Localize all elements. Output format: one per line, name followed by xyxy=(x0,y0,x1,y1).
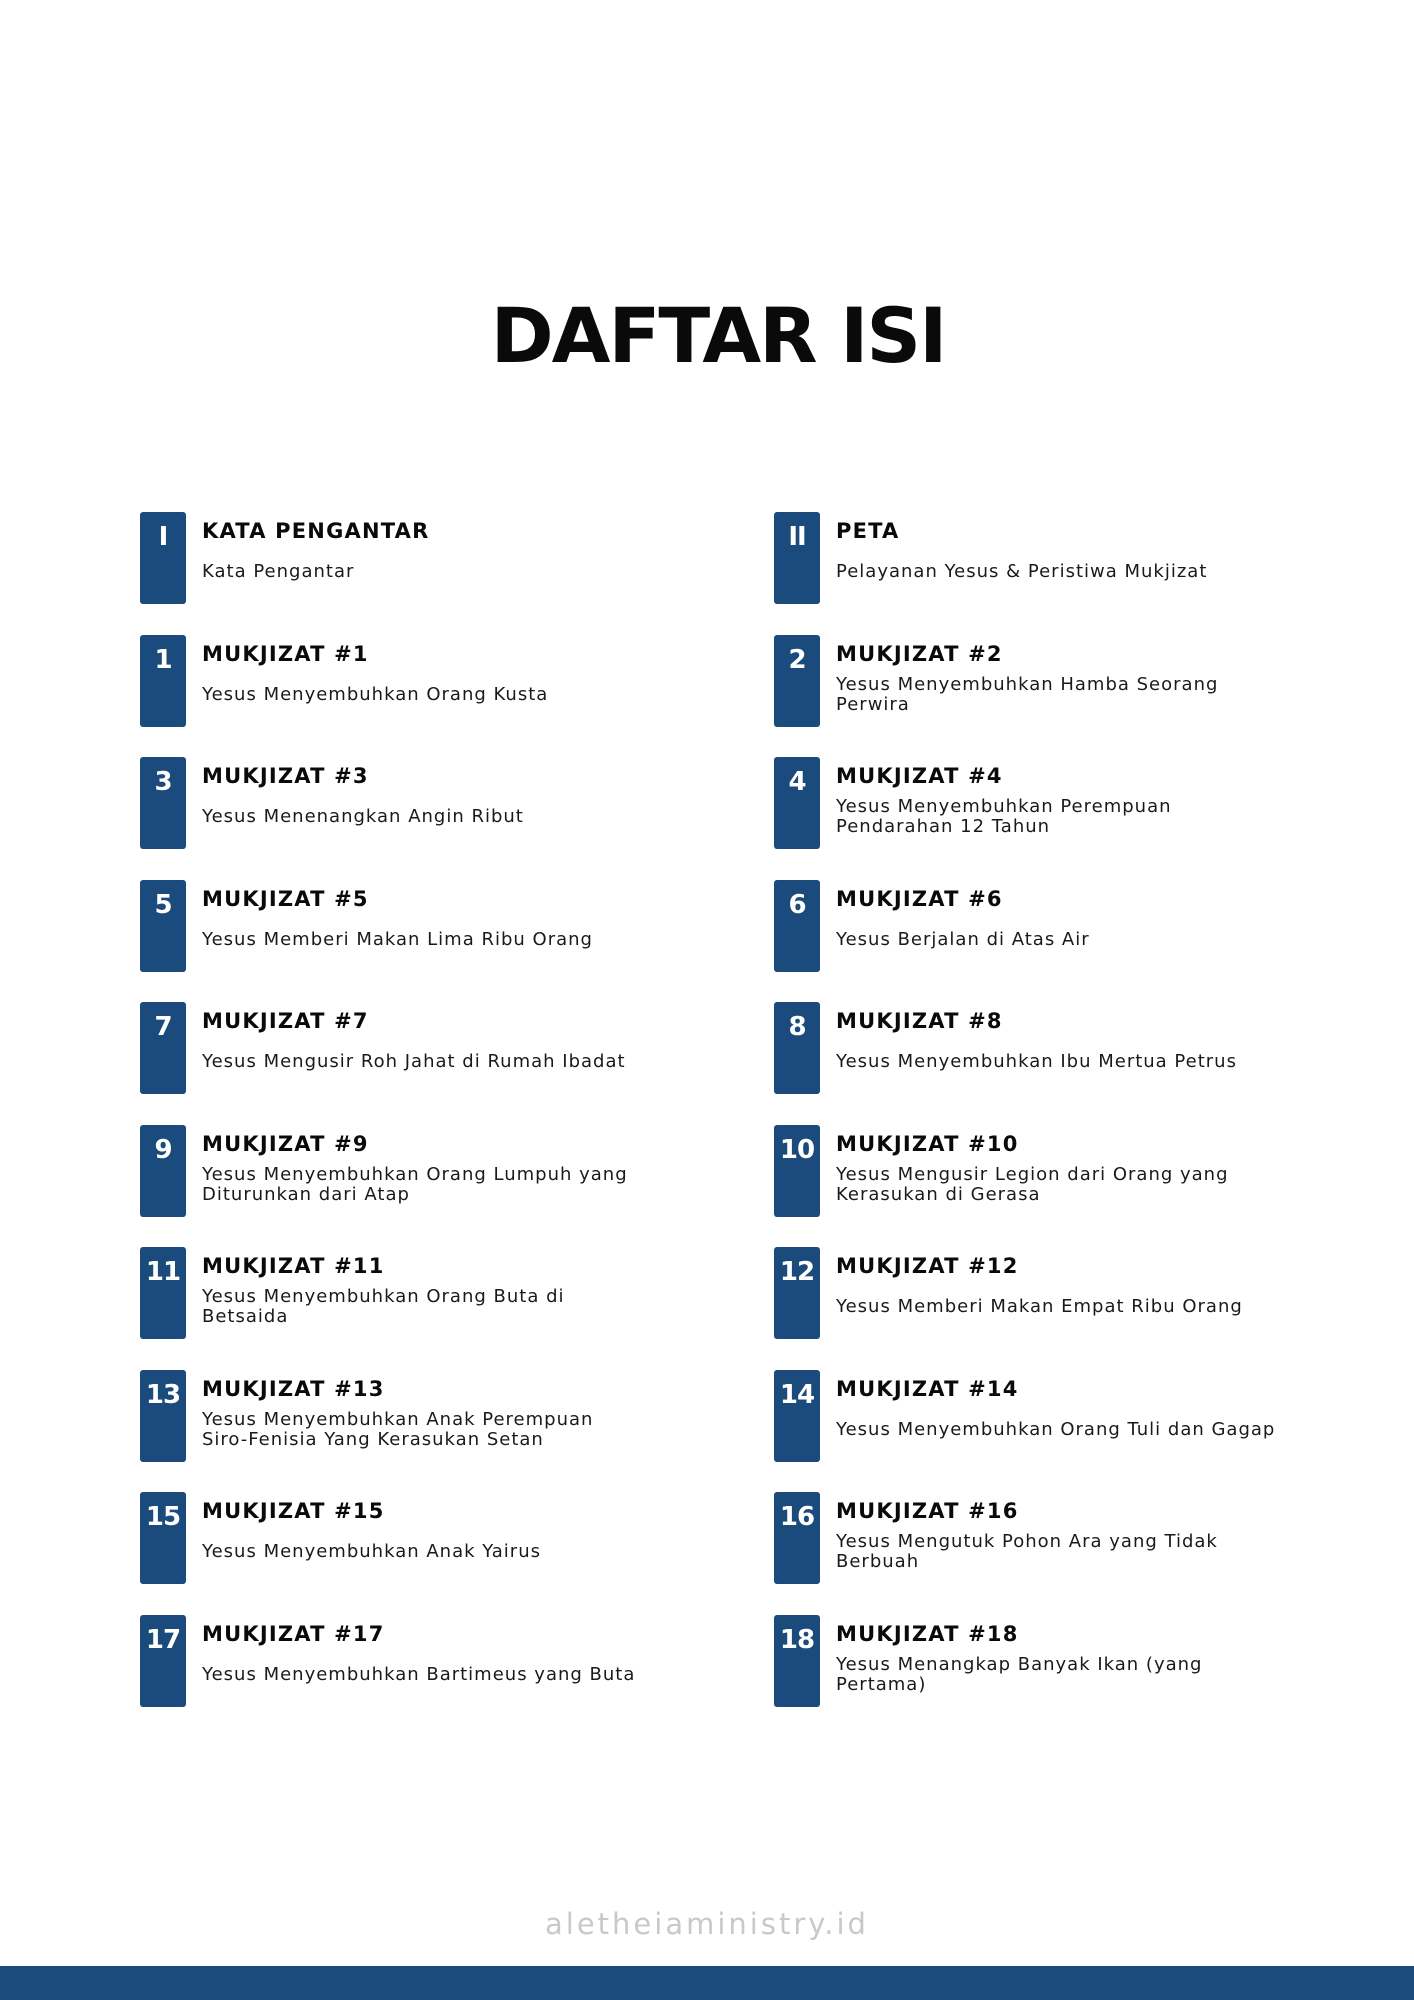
entry-heading: KATA PENGANTAR xyxy=(202,519,430,543)
entry-description: Yesus Memberi Makan Lima Ribu Orang xyxy=(202,928,593,950)
entry-text xyxy=(202,512,632,604)
footer-website-url[interactable]: aletheiaministry.id xyxy=(545,1907,869,1941)
entry-number-badge: 15 xyxy=(140,1492,186,1584)
toc-entry[interactable] xyxy=(140,1002,774,1125)
entry-heading: MUKJIZAT #2 xyxy=(836,641,1003,666)
entry-text xyxy=(202,1125,632,1217)
entry-number-badge: 2 xyxy=(774,635,820,727)
toc-entry[interactable] xyxy=(140,1492,774,1615)
entry-text xyxy=(836,1615,1266,1707)
entry-heading: MUKJIZAT #10 xyxy=(836,1131,1019,1156)
entry-number-badge: 4 xyxy=(774,757,820,849)
entry-description: Yesus Menyembuhkan Anak Yairus xyxy=(202,1541,541,1562)
entry-heading: MUKJIZAT #8 xyxy=(836,1009,1003,1033)
entry-description: Yesus Menyembuhkan Orang Tuli dan Gagap xyxy=(836,1418,1276,1440)
toc-entry[interactable] xyxy=(774,880,1274,1003)
entry-heading: MUKJIZAT #3 xyxy=(202,764,369,788)
toc-entry[interactable] xyxy=(774,635,1274,758)
footer-bar xyxy=(0,1966,1414,2000)
entry-text xyxy=(836,635,1266,727)
table-of-contents xyxy=(140,512,1274,1737)
entry-number-badge: 8 xyxy=(774,1002,820,1094)
entry-number-badge: 1 xyxy=(140,635,186,727)
entry-number-badge: 5 xyxy=(140,880,186,972)
entry-number-badge: 7 xyxy=(140,1002,186,1094)
page-title: DAFTAR ISI xyxy=(490,291,946,380)
toc-entry[interactable] xyxy=(774,1125,1274,1248)
entry-number-badge: 18 xyxy=(774,1615,820,1707)
entry-description: Pelayanan Yesus & Peristiwa Mukjizat xyxy=(836,561,1208,582)
entry-heading: MUKJIZAT #11 xyxy=(202,1254,385,1278)
entry-number-badge: 16 xyxy=(774,1492,820,1584)
entry-heading: PETA xyxy=(836,519,900,543)
toc-entry[interactable] xyxy=(774,757,1274,880)
entry-number-badge: 10 xyxy=(774,1125,820,1217)
entry-description: Yesus Berjalan di Atas Air xyxy=(836,928,1090,950)
toc-entry[interactable] xyxy=(774,1002,1274,1125)
entry-number-badge: 13 xyxy=(140,1370,186,1462)
entry-heading: MUKJIZAT #17 xyxy=(202,1621,385,1646)
entry-heading: MUKJIZAT #18 xyxy=(836,1621,1019,1646)
entry-number-badge: 14 xyxy=(774,1370,820,1462)
toc-entry[interactable] xyxy=(140,1125,774,1248)
entry-heading: MUKJIZAT #13 xyxy=(202,1376,385,1401)
entry-description: Yesus Mengutuk Pohon Ara yang Tidak Berbuah xyxy=(836,1531,1218,1572)
entry-text xyxy=(202,757,632,849)
toc-entry[interactable] xyxy=(140,1615,774,1738)
entry-text xyxy=(836,1492,1266,1584)
entry-heading: MUKJIZAT #16 xyxy=(836,1499,1019,1523)
toc-entry[interactable] xyxy=(774,1370,1274,1493)
toc-entry[interactable] xyxy=(140,1247,774,1370)
entry-description: Yesus Menyembuhkan Ibu Mertua Petrus xyxy=(836,1051,1237,1072)
entry-text xyxy=(836,1247,1266,1339)
entry-text xyxy=(836,1370,1276,1462)
entry-text xyxy=(202,1370,632,1462)
entry-heading: MUKJIZAT #15 xyxy=(202,1499,385,1523)
entry-description: Yesus Menangkap Banyak Ikan (yang Pertama) xyxy=(836,1653,1203,1695)
entry-description: Yesus Mengusir Legion dari Orang yang Kerasukan di Gerasa xyxy=(836,1163,1229,1205)
entry-heading: MUKJIZAT #14 xyxy=(836,1376,1019,1401)
entry-description: Yesus Menyembuhkan Perempuan Pendarahan 12 Tahun xyxy=(836,796,1172,837)
entry-heading: MUKJIZAT #12 xyxy=(836,1254,1019,1278)
entry-text xyxy=(202,1492,632,1584)
entry-text xyxy=(836,880,1266,972)
entry-text xyxy=(202,1615,636,1707)
entry-text xyxy=(202,1247,632,1339)
entry-heading: MUKJIZAT #1 xyxy=(202,641,369,666)
entry-description: Yesus Memberi Makan Empat Ribu Orang xyxy=(836,1296,1243,1317)
toc-entry[interactable] xyxy=(140,512,774,635)
entry-description: Yesus Menenangkan Angin Ribut xyxy=(202,806,524,827)
entry-description: Yesus Menyembuhkan Bartimeus yang Buta xyxy=(202,1663,636,1685)
entry-heading: MUKJIZAT #7 xyxy=(202,1009,369,1033)
entry-number-badge: 6 xyxy=(774,880,820,972)
toc-entry[interactable] xyxy=(140,880,774,1003)
entry-description: Yesus Menyembuhkan Hamba Seorang Perwira xyxy=(836,673,1219,715)
entry-description: Yesus Mengusir Roh Jahat di Rumah Ibadat xyxy=(202,1051,626,1072)
toc-entry[interactable] xyxy=(774,1247,1274,1370)
entry-heading: MUKJIZAT #4 xyxy=(836,764,1003,788)
entry-description: Yesus Menyembuhkan Orang Lumpuh yang Diturunkan dari Atap xyxy=(202,1163,628,1205)
entry-description: Yesus Menyembuhkan Orang Buta di Betsaida xyxy=(202,1286,565,1327)
entry-heading: MUKJIZAT #9 xyxy=(202,1131,369,1156)
entry-heading: MUKJIZAT #6 xyxy=(836,886,1003,911)
entry-heading: MUKJIZAT #5 xyxy=(202,886,369,911)
entry-number-badge: I xyxy=(140,512,186,604)
toc-entry[interactable] xyxy=(140,635,774,758)
entry-text xyxy=(202,1002,632,1094)
entry-description: Kata Pengantar xyxy=(202,561,355,582)
entry-text xyxy=(836,512,1266,604)
entry-number-badge: 9 xyxy=(140,1125,186,1217)
entry-text xyxy=(836,757,1266,849)
toc-entry[interactable] xyxy=(140,757,774,880)
entry-text xyxy=(202,635,632,727)
entry-text xyxy=(836,1002,1266,1094)
entry-number-badge: 11 xyxy=(140,1247,186,1339)
toc-entry[interactable] xyxy=(774,1615,1274,1738)
entry-description: Yesus Menyembuhkan Anak Perempuan Siro-Fenisia Yang Kerasukan Setan xyxy=(202,1408,594,1450)
entry-description: Yesus Menyembuhkan Orang Kusta xyxy=(202,683,549,705)
entry-number-badge: II xyxy=(774,512,820,604)
entry-number-badge: 17 xyxy=(140,1615,186,1707)
entry-text xyxy=(836,1125,1266,1217)
entry-number-badge: 3 xyxy=(140,757,186,849)
toc-entry[interactable] xyxy=(774,512,1274,635)
toc-entry[interactable] xyxy=(140,1370,774,1493)
entry-text xyxy=(202,880,632,972)
entry-number-badge: 12 xyxy=(774,1247,820,1339)
toc-entry[interactable] xyxy=(774,1492,1274,1615)
